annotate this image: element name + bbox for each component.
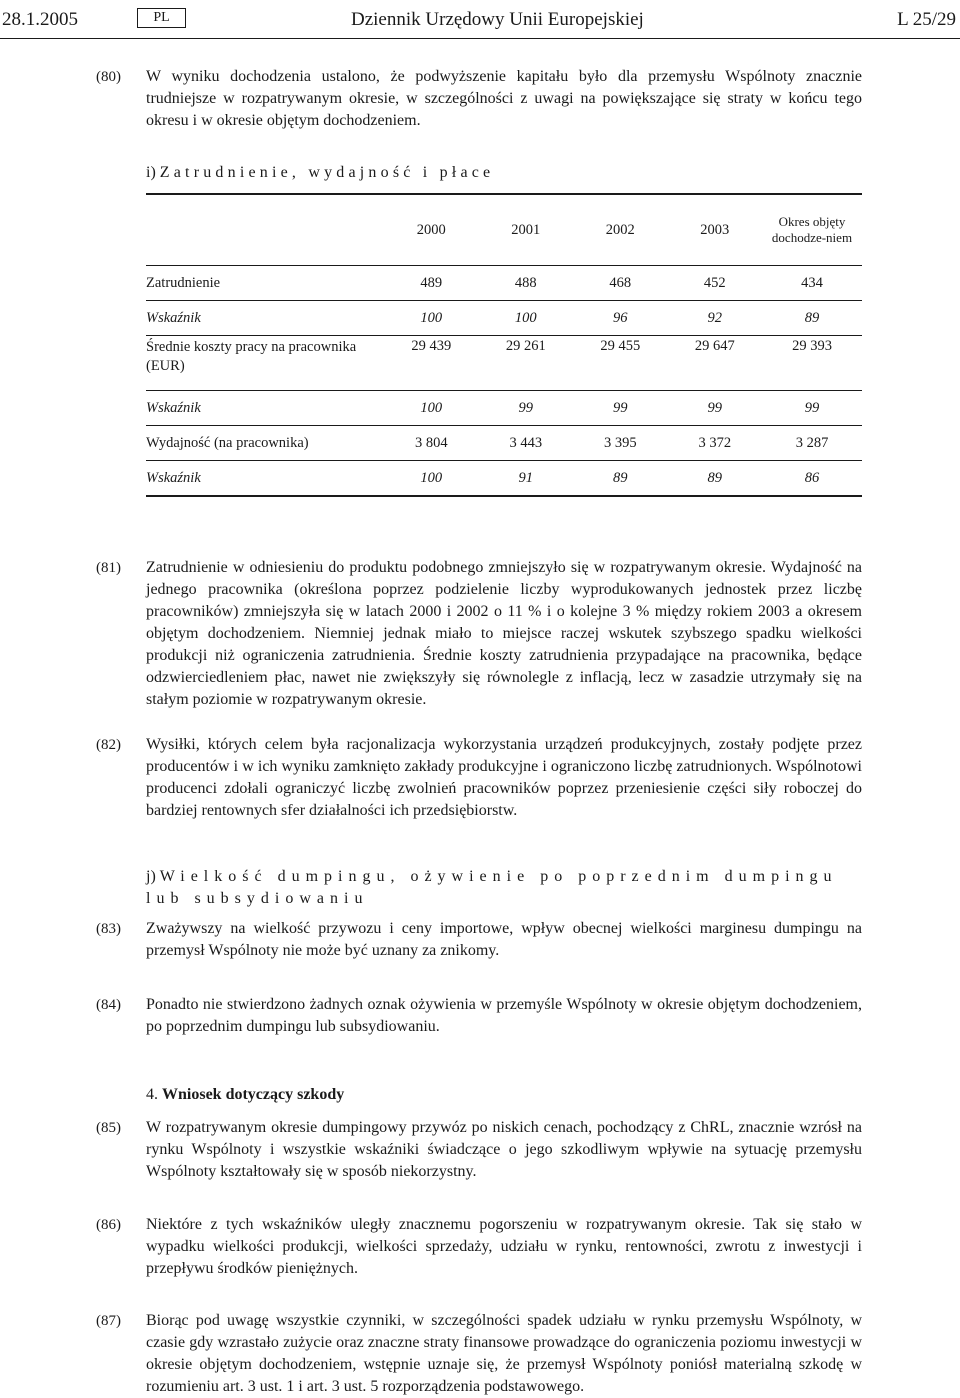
paragraph-text: Zatrudnienie w odniesieniu do produktu podobnego zmniejszyło się w rozpatrywanym okresie. Wydajność na jednego pracownika (określona poprzez podzielenie liczby wyprodukowanych jednostek przez liczbę pracowników) zmniejszyła się w latach 2000 i 2002 o 11 % i o kolejne 3 % między rokiem 2003 a okresem objętym dochodzeniem. Niemniej jednak miało to miejsce raczej wskutek szybszego spadku wielkości produkcji niż ograniczenia zatrudnienia. Średnie koszty zatrudnienia przypadające na pracownika, będące odzwierciedleniem płac, nawet nie zwiększyły się równolegle z inflacją, lecz w zasadzie utrzymały się na stałym poziomie w rozpatrywanym okresie. <box>146 559 862 708</box>
table-cell: 99 <box>479 391 574 426</box>
row-label: Wskaźnik <box>146 391 384 426</box>
table-cell: 434 <box>762 266 862 301</box>
paragraph-text: Niektóre z tych wskaźników uległy znacznemu pogorszeniu w rozpatrywanym okresie. Tak się stało w wypadku wielkości produkcji, wielkości sprzedaży, udziału w rynku, rentowności, zwrotu z inwestycji i przepływu środków pieniężnych. <box>146 1216 862 1277</box>
table-cell: 452 <box>668 266 763 301</box>
paragraph-number: (80) <box>96 69 121 85</box>
table-cell: 29 439 <box>384 336 479 391</box>
table-cell: 488 <box>479 266 574 301</box>
table-row <box>146 461 862 497</box>
table-cell: 3 395 <box>573 426 668 461</box>
column-header: 2002 <box>573 194 668 266</box>
column-header: 2003 <box>668 194 763 266</box>
table-row <box>146 426 862 461</box>
page-header <box>0 0 960 40</box>
paragraph-number: (84) <box>96 997 121 1013</box>
column-header: 2000 <box>384 194 479 266</box>
section-title: Zatrudnienie, wydajność i płace <box>159 164 495 181</box>
paragraph-text: W wyniku dochodzenia ustalono, że podwyższenie kapitału było dla przemysłu Wspólnoty znacznie trudniejsze w rozpatrywanym okresie, w szczególności z uwagi na powiększające się straty w końcu tego okresu i w okresie objętym dochodzeniem. <box>146 68 862 129</box>
header-empty-cell <box>146 194 384 266</box>
table-cell: 3 287 <box>762 426 862 461</box>
table-cell: 99 <box>668 391 763 426</box>
table-cell: 468 <box>573 266 668 301</box>
section-heading-4 <box>146 1084 344 1106</box>
table-cell: 92 <box>668 301 763 336</box>
table-cell: 89 <box>573 461 668 497</box>
table-cell: 3 804 <box>384 426 479 461</box>
table-cell: 3 443 <box>479 426 574 461</box>
row-label: Wydajność (na pracownika) <box>146 426 384 461</box>
table-cell: 29 455 <box>573 336 668 391</box>
table-cell: 89 <box>668 461 763 497</box>
table-cell: 86 <box>762 461 862 497</box>
row-label: Wskaźnik <box>146 301 384 336</box>
table-cell: 29 647 <box>668 336 763 391</box>
paragraph-number: (87) <box>96 1313 121 1329</box>
column-header-period: Okres objęty dochodze-niem <box>762 194 862 266</box>
paragraph-number: (85) <box>96 1120 121 1136</box>
table-row <box>146 301 862 336</box>
paragraph-text: Wysiłki, których celem była racjonalizacja wykorzystania urządzeń produkcyjnych, zostały podjęte przez producentów i w ich wyniku zamknięto zakłady produkcyjne i ograniczono liczbę zatrudnionych. Wspólnotowi producenci zdołali ograniczyć liczbę zwolnień pracowników poprzez przeniesienie części siły roboczej do bardziej rentownych sfer działalności ich przedsiębiorstw. <box>146 736 862 819</box>
table-row <box>146 336 862 391</box>
paragraph-number: (82) <box>96 737 121 753</box>
language-code-box: PL <box>137 8 186 28</box>
section-title: Wniosek dotyczący szkody <box>162 1086 345 1103</box>
table-cell: 3 372 <box>668 426 763 461</box>
table-row <box>146 391 862 426</box>
column-header: 2001 <box>479 194 574 266</box>
header-rule <box>0 38 960 39</box>
paragraph-text: Zważywszy na wielkość przywozu i ceny importowe, wpływ obecnej wielkości marginesu dumpingu na przemysł Wspólnoty nie może być uznany za znikomy. <box>146 920 862 959</box>
section-heading-i <box>146 162 494 184</box>
section-title: Wielkość dumpingu, ożywienie po poprzednim dumpingu lub subsydiowaniu <box>146 868 838 907</box>
table-cell: 29 393 <box>762 336 862 391</box>
table-cell: 100 <box>384 461 479 497</box>
journal-title: Dziennik Urzędowy Unii Europejskiej <box>351 9 644 30</box>
section-heading-j <box>146 866 862 910</box>
table-cell: 96 <box>573 301 668 336</box>
table-cell: 100 <box>479 301 574 336</box>
table-cell: 489 <box>384 266 479 301</box>
paragraph-text: Ponadto nie stwierdzono żadnych oznak ożywienia w przemyśle Wspólnoty w okresie objętym dochodzeniem, po poprzednim dumpingu lub subsydiowaniu. <box>146 996 862 1035</box>
row-label: Średnie koszty pracy na pracownika (EUR) <box>146 336 384 391</box>
table-cell: 91 <box>479 461 574 497</box>
employment-table <box>146 193 862 497</box>
table-cell: 100 <box>384 391 479 426</box>
table-row <box>146 266 862 301</box>
row-label: Wskaźnik <box>146 461 384 497</box>
table-cell: 99 <box>573 391 668 426</box>
paragraph-number: (83) <box>96 921 121 937</box>
paragraph-text: W rozpatrywanym okresie dumpingowy przywóz po niskich cenach, pochodzący z ChRL, znacznie wzrósł na rynku Wspólnoty i wszystkie wskaźniki świadczące o jego szkodliwym wpływie na sytuację przemysłu Wspólnoty kształtowały się w sposób niekorzystny. <box>146 1119 862 1180</box>
table-cell: 99 <box>762 391 862 426</box>
table-cell: 29 261 <box>479 336 574 391</box>
paragraph-text: Biorąc pod uwagę wszystkie czynniki, w szczególności spadek udziału w rynku przemysłu Wspólnoty, w czasie gdy wzrastało zużycie oraz znaczne straty finansowe prowadzące do ograniczenia poziomu inwestycji w okresie objętym dochodzeniem, wstępnie uznaje się, że przemysł Wspólnoty poniósł materialną szkodę w rozumieniu art. 3 ust. 1 i art. 3 ust. 5 rozporządzenia podstawowego. <box>146 1312 862 1395</box>
section-prefix: i) <box>146 164 156 181</box>
paragraph-number: (81) <box>96 560 121 576</box>
table-cell: 100 <box>384 301 479 336</box>
page-number: L 25/29 <box>897 9 956 30</box>
table-header-row <box>146 194 862 266</box>
row-label: Zatrudnienie <box>146 266 384 301</box>
table-cell: 89 <box>762 301 862 336</box>
paragraph-number: (86) <box>96 1217 121 1233</box>
section-prefix: j) <box>146 868 156 885</box>
publication-date: 28.1.2005 <box>2 9 78 30</box>
section-number: 4. <box>146 1086 158 1103</box>
